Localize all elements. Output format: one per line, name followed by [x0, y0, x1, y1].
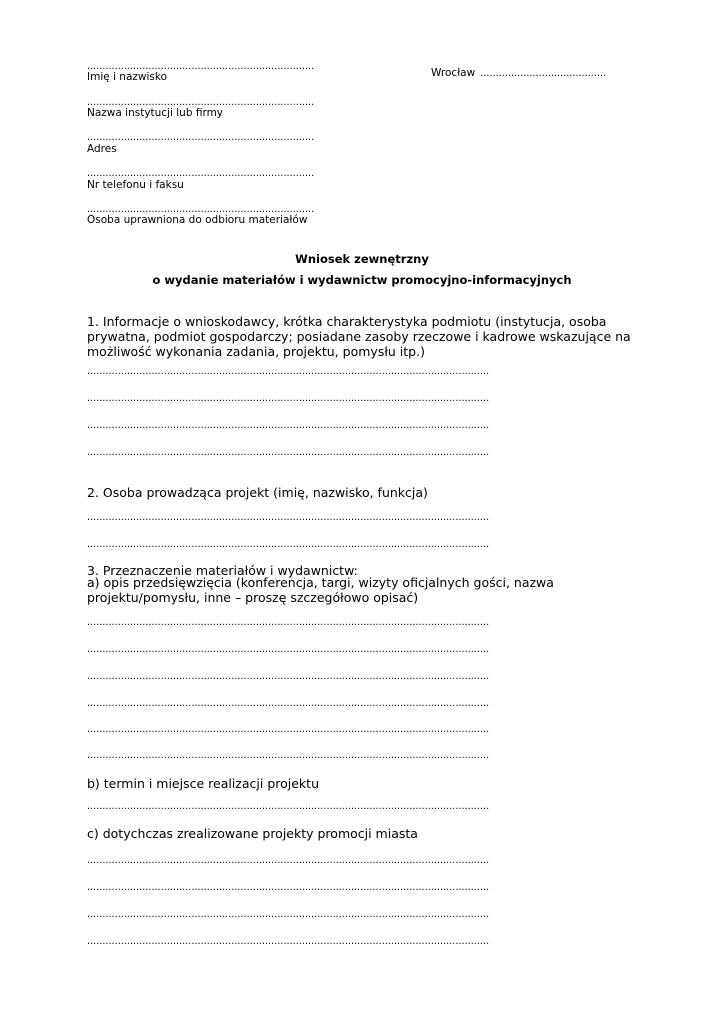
fill-line[interactable]: ................................................................................................................................... — [87, 366, 490, 377]
fill-line[interactable]: ................................................................................................................................... — [87, 512, 490, 523]
fill-line[interactable]: ................................................................................................................................... — [87, 420, 490, 431]
fill-line[interactable]: ................................................................................................................................... — [87, 801, 490, 812]
authorized-dots[interactable]: .......................................................................... — [87, 204, 315, 215]
section-3b-text: b) termin i miejsce realizacji projektu — [87, 776, 319, 791]
fill-line[interactable]: ................................................................................................................................... — [87, 855, 490, 866]
fill-line[interactable]: ................................................................................................................................... — [87, 539, 490, 550]
authorized-label: Osoba uprawniona do odbioru materiałów — [87, 214, 308, 226]
section-2-text: 2. Osoba prowadząca projekt (imię, nazwisko, funkcja) — [87, 485, 428, 500]
fill-line[interactable]: ................................................................................................................................... — [87, 671, 490, 682]
institution-label: Nazwa instytucji lub firmy — [87, 107, 224, 119]
fill-line[interactable]: ................................................................................................................................... — [87, 750, 490, 761]
fill-line[interactable]: ................................................................................................................................... — [87, 882, 490, 893]
fill-line[interactable]: ................................................................................................................................... — [87, 698, 490, 709]
section-1-text: 1. Informacje o wnioskodawcy, krótka charakterystyka podmiotu (instytucja, osoba prywatna, podmiot gospodarczy; posiadane zasoby rzeczowe i kadrowe wskazujące na możliwość wykonania zadania, projektu, pomysłu itp.) — [87, 314, 631, 359]
address-dots[interactable]: .......................................................................... — [87, 132, 315, 143]
fill-line[interactable]: ................................................................................................................................... — [87, 393, 490, 404]
address-label: Adres — [87, 143, 117, 155]
fill-line[interactable]: ................................................................................................................................... — [87, 447, 490, 458]
place-date — [431, 61, 606, 80]
fill-line[interactable]: ................................................................................................................................... — [87, 936, 490, 947]
section-3-heading: 3. Przeznaczenie materiałów i wydawnictw: — [87, 563, 358, 578]
section-3a-text: a) opis przedsięwzięcia (konferencja, targi, wizyty oficjalnych gości, nazwa projektu/pomysłu, inne – proszę szczegółowo opisać) — [87, 575, 554, 605]
fill-line[interactable]: ................................................................................................................................... — [87, 644, 490, 655]
phone-label: Nr telefonu i faksu — [87, 179, 184, 191]
phone-dots[interactable]: .......................................................................... — [87, 168, 315, 179]
form-subtitle: o wydanie materiałów i wydawnictw promocyjno-informacyjnych — [152, 273, 572, 287]
form-title: Wniosek zewnętrzny — [295, 252, 429, 266]
fill-line[interactable]: ................................................................................................................................... — [87, 617, 490, 628]
section-3c-text: c) dotychczas zrealizowane projekty promocji miasta — [87, 826, 418, 841]
institution-dots[interactable]: .......................................................................... — [87, 97, 315, 108]
place-label: Wrocław — [431, 67, 476, 79]
date-dots[interactable]: ......................................... — [480, 68, 607, 79]
name-dots[interactable]: .......................................................................... — [87, 61, 315, 72]
fill-line[interactable]: ................................................................................................................................... — [87, 724, 490, 735]
name-label: Imię i nazwisko — [87, 71, 168, 83]
fill-line[interactable]: ................................................................................................................................... — [87, 909, 490, 920]
